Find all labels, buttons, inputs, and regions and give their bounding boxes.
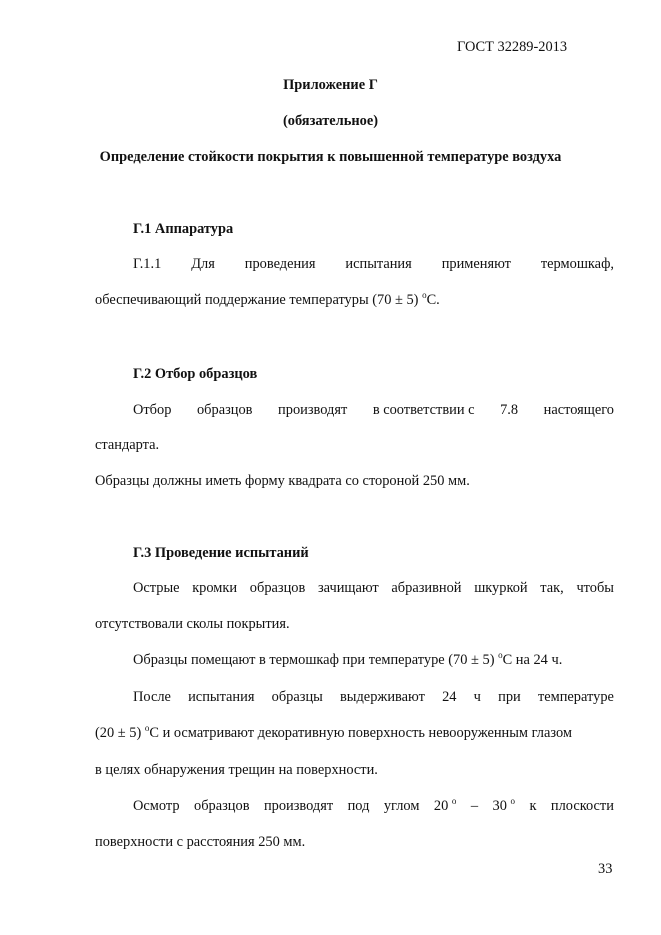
section-heading-g3: Г.3 Проведение испытаний: [133, 545, 309, 561]
section-heading-g1: Г.1 Аппаратура: [133, 221, 234, 237]
g2-paragraph-line-1: [133, 403, 614, 417]
word: термошкаф,: [540, 256, 614, 272]
word: образцов: [249, 580, 306, 596]
word: плоскости: [550, 798, 614, 814]
g3-paragraph-3-line-2: (20 ± 5) $^о$С и осматривают декоративную поверхность невооруженным глазом: [95, 723, 572, 741]
word: температуре: [537, 689, 614, 705]
word: Острые: [133, 580, 180, 596]
g3-paragraph-4-line-1: [133, 796, 614, 814]
appendix-status: (обязательное): [282, 113, 379, 129]
word: настоящего: [543, 402, 614, 418]
degree-sup: о: [510, 796, 515, 806]
word: Для: [191, 256, 215, 272]
g2-paragraph-line-2: стандарта.: [95, 437, 160, 453]
g3-paragraph-1-line-1: [133, 581, 614, 595]
word: испытания: [188, 689, 255, 705]
g1-paragraph-line-1: [133, 257, 614, 271]
word: выдерживают: [340, 689, 425, 705]
word: 7.8: [500, 402, 519, 418]
word: производят: [263, 798, 334, 814]
word: производят: [278, 402, 348, 418]
section-heading-g2: Г.2 Отбор образцов: [133, 366, 258, 382]
word: при: [498, 689, 521, 705]
g3-paragraph-3-line-1: [133, 690, 614, 704]
word: образцов: [196, 402, 253, 418]
g3-paragraph-3-line-3: в целях обнаружения трещин на поверхности.: [95, 762, 378, 778]
word: кромки: [192, 580, 238, 596]
word: зачищают: [317, 580, 379, 596]
g2-paragraph-2: Образцы должны иметь форму квадрата со стороной 250 мм.: [95, 473, 470, 489]
document-code: ГОСТ 32289-2013: [457, 39, 568, 55]
word: образцов: [194, 798, 250, 814]
word: ч: [473, 689, 481, 705]
word: 20 $^о$: [433, 796, 457, 814]
word: так,: [540, 580, 564, 596]
word: Отбор: [133, 402, 172, 418]
page-number: 33: [598, 861, 613, 877]
appendix-title: Приложение Г: [283, 77, 378, 93]
appendix-subject: Определение стойкости покрытия к повышенной температуре воздуха: [99, 149, 562, 165]
word: в соответствии с: [372, 402, 475, 418]
word: После: [133, 689, 171, 705]
degree-sup: о: [422, 290, 427, 300]
g1-paragraph-line-2: обеспечивающий поддержание температуры (70 ± 5) $^о$С.: [95, 290, 440, 308]
g3-paragraph-4-line-2: поверхности с расстояния 250 мм.: [95, 834, 306, 850]
word: шкуркой: [474, 580, 528, 596]
g3-paragraph-2: Образцы помещают в термошкаф при температуре (70 ± 5) $^о$С на 24 ч.: [133, 650, 563, 668]
word: Г.1.1: [133, 256, 162, 272]
word: образцы: [271, 689, 323, 705]
word: применяют: [441, 256, 511, 272]
word: испытания: [345, 256, 412, 272]
word: к: [529, 798, 537, 814]
degree-sup: о: [498, 650, 503, 660]
word: 24: [442, 689, 457, 705]
word: Осмотр: [133, 798, 180, 814]
word: под: [347, 798, 370, 814]
word: –: [470, 798, 479, 814]
degree-sup: о: [451, 796, 457, 806]
g3-paragraph-1-line-2: отсутствовали сколы покрытия.: [95, 616, 290, 632]
word: проведения: [244, 256, 316, 272]
word: углом: [383, 798, 420, 814]
word: чтобы: [576, 580, 614, 596]
word: 30 $^о$: [492, 796, 515, 814]
word: абразивной: [391, 580, 462, 596]
degree-sup: о: [144, 723, 150, 733]
